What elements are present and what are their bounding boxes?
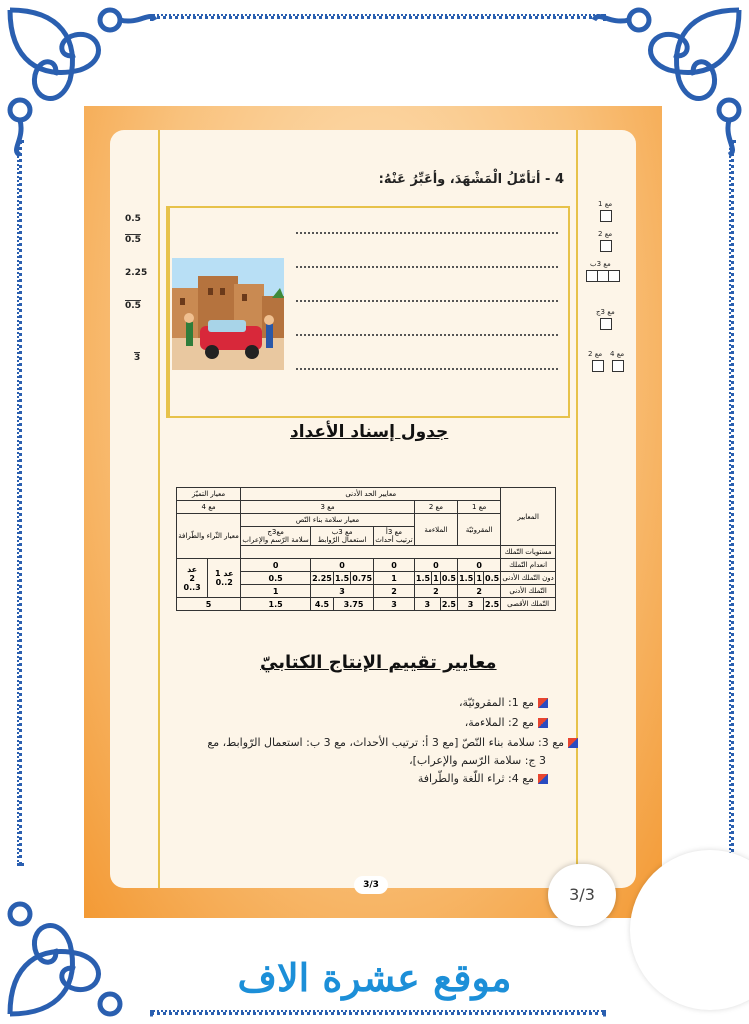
site-footer-logo: موقع عشرة الاف	[237, 955, 512, 1000]
c4-name: معيار الثّراء والطّرافة	[177, 514, 241, 559]
scoring-table	[176, 487, 556, 611]
answer-line-4[interactable]	[296, 334, 558, 336]
r2-1: 0.5	[485, 573, 500, 583]
score-3: 2.25	[125, 268, 148, 278]
r2-5: 1	[433, 573, 439, 583]
excellence-header: معيار التميّز	[177, 488, 241, 501]
r1-c3a: 0	[374, 559, 415, 572]
criterion-box-2b[interactable]	[592, 360, 604, 372]
min-criteria-header: معايير الحد الأدنى	[241, 488, 501, 501]
score-5: 3	[134, 353, 141, 363]
scene-image-cell	[168, 208, 286, 416]
r1-c1: 0	[458, 559, 501, 572]
r3-c3a: 2	[374, 585, 415, 598]
r2-11: 0.5	[241, 572, 311, 585]
legend-item-2: مع 2: الملاءمة،	[465, 716, 548, 729]
c1-name: المقروئيّة	[458, 514, 501, 546]
answer-line-2[interactable]	[296, 266, 558, 268]
answer-line-5[interactable]	[296, 368, 558, 370]
criterion-box-3b-3[interactable]	[608, 270, 620, 282]
r2-8: 0.75	[352, 573, 373, 583]
r3-c2: 2	[414, 585, 457, 598]
score-4: 0.5	[125, 301, 141, 311]
criteria-header: المعايير	[501, 488, 556, 546]
criterion-label-2b: مع 2	[588, 350, 603, 358]
c2-header: مع 2	[414, 501, 457, 514]
page-indicator-bubble[interactable]: 3/3	[548, 864, 616, 926]
legend-item-3: مع 3: سلامة بناء النّصّ [مع 3 أ: ترتيب الأحداث، مع 3 ب: استعمال الرّوابط، مع	[207, 736, 578, 749]
row-min-label: التّملك الأدنى	[501, 585, 556, 598]
answer-box	[166, 206, 570, 418]
criterion-box-2[interactable]	[600, 240, 612, 252]
levels-label: مستويات التّملك	[501, 546, 556, 559]
c3a-cell: مع 3أ ترتيب أحداث	[375, 528, 413, 544]
page-number: 3/3	[354, 876, 388, 894]
r4-2: 3	[458, 598, 484, 611]
r4-8: 1.5	[241, 598, 311, 611]
legend-item-1: مع 1: المقروئيّة،	[459, 696, 548, 709]
evaluation-title: معايير تقييم الإنتاج الكتابيّ	[260, 652, 497, 673]
criterion-box-4[interactable]	[612, 360, 624, 372]
r2-6: 1.5	[415, 573, 431, 583]
table-title: جدول إسناد الأعداد	[290, 422, 449, 442]
r2-9: 1.5	[334, 573, 350, 583]
criterion-label-4: مع 4	[610, 350, 625, 358]
c3c-cell: مع3ج سلامة الرّسم والإعراب	[242, 528, 309, 544]
frame-bottom	[150, 1010, 606, 1015]
r4-5: 3	[374, 598, 415, 611]
c4-col-a: عد 1 2..0	[208, 559, 241, 598]
c3-name: معيار سلامة بناء النّص	[241, 514, 415, 527]
c1-header: مع 1	[458, 501, 501, 514]
r4-6: 3.75	[333, 598, 373, 611]
r2-7: 1	[374, 572, 415, 585]
r1-c2: 0	[414, 559, 457, 572]
frame-top	[150, 14, 606, 19]
criterion-box-1[interactable]	[600, 210, 612, 222]
worksheet-card	[110, 130, 636, 888]
r1-c3c: 0	[241, 559, 311, 572]
c4-header: مع 4	[177, 501, 241, 514]
frame-right	[729, 140, 734, 866]
frame-left	[17, 140, 22, 866]
r1-c3b: 0	[311, 559, 374, 572]
row-max-label: التّملك الأقصى	[501, 598, 556, 611]
criterion-label-2: مع 2	[598, 230, 613, 238]
r3-c3b: 3	[311, 585, 374, 598]
r4-9: 5	[177, 598, 241, 611]
c4-col-b: عد 2 3..0	[177, 559, 208, 598]
c3-header: مع 3	[241, 501, 415, 514]
r3-c3c: 1	[241, 585, 311, 598]
question-heading: 4 - أتأمّلُ الْمَشْهَدَ، وأعَبِّرُ عَنْهُ:	[378, 172, 564, 187]
r4-4: 3	[414, 598, 440, 611]
answer-line-3[interactable]	[296, 300, 558, 302]
r2-3: 1.5	[459, 573, 474, 583]
row-below-min-label: دون التّملك الأدنى	[501, 572, 556, 585]
criterion-label-1: مع 1	[598, 200, 613, 208]
criterion-box-3c[interactable]	[600, 318, 612, 330]
c2-name: الملاءمة	[414, 514, 457, 546]
row-none-label: انعدام التّملك	[501, 559, 556, 572]
r2-10: 2.25	[312, 573, 332, 583]
r2-4: 0.5	[441, 573, 456, 583]
r3-c1: 2	[458, 585, 501, 598]
answer-line-1[interactable]	[296, 232, 558, 234]
c3b-cell: مع 3ب استعمال الرّوابط	[311, 527, 374, 546]
r4-1: 2.5	[485, 599, 500, 609]
worksheet-page	[84, 106, 662, 918]
score-1: 0.5	[125, 214, 141, 224]
r4-7: 4.5	[311, 598, 334, 611]
r4-3: 2.5	[441, 599, 456, 609]
legend-item-4: مع 4: ثراء اللّغة والطّرافة	[418, 772, 548, 785]
r2-2: 1	[476, 573, 482, 583]
criterion-label-3b: مع 3ب	[590, 260, 611, 268]
legend-item-3-cont: 3 ج: سلامة الرّسم والإعراب]،	[409, 754, 546, 767]
scene-illustration	[172, 258, 284, 370]
score-2: 0.5	[125, 235, 141, 245]
criterion-label-3c: مع 3ج	[596, 308, 615, 316]
